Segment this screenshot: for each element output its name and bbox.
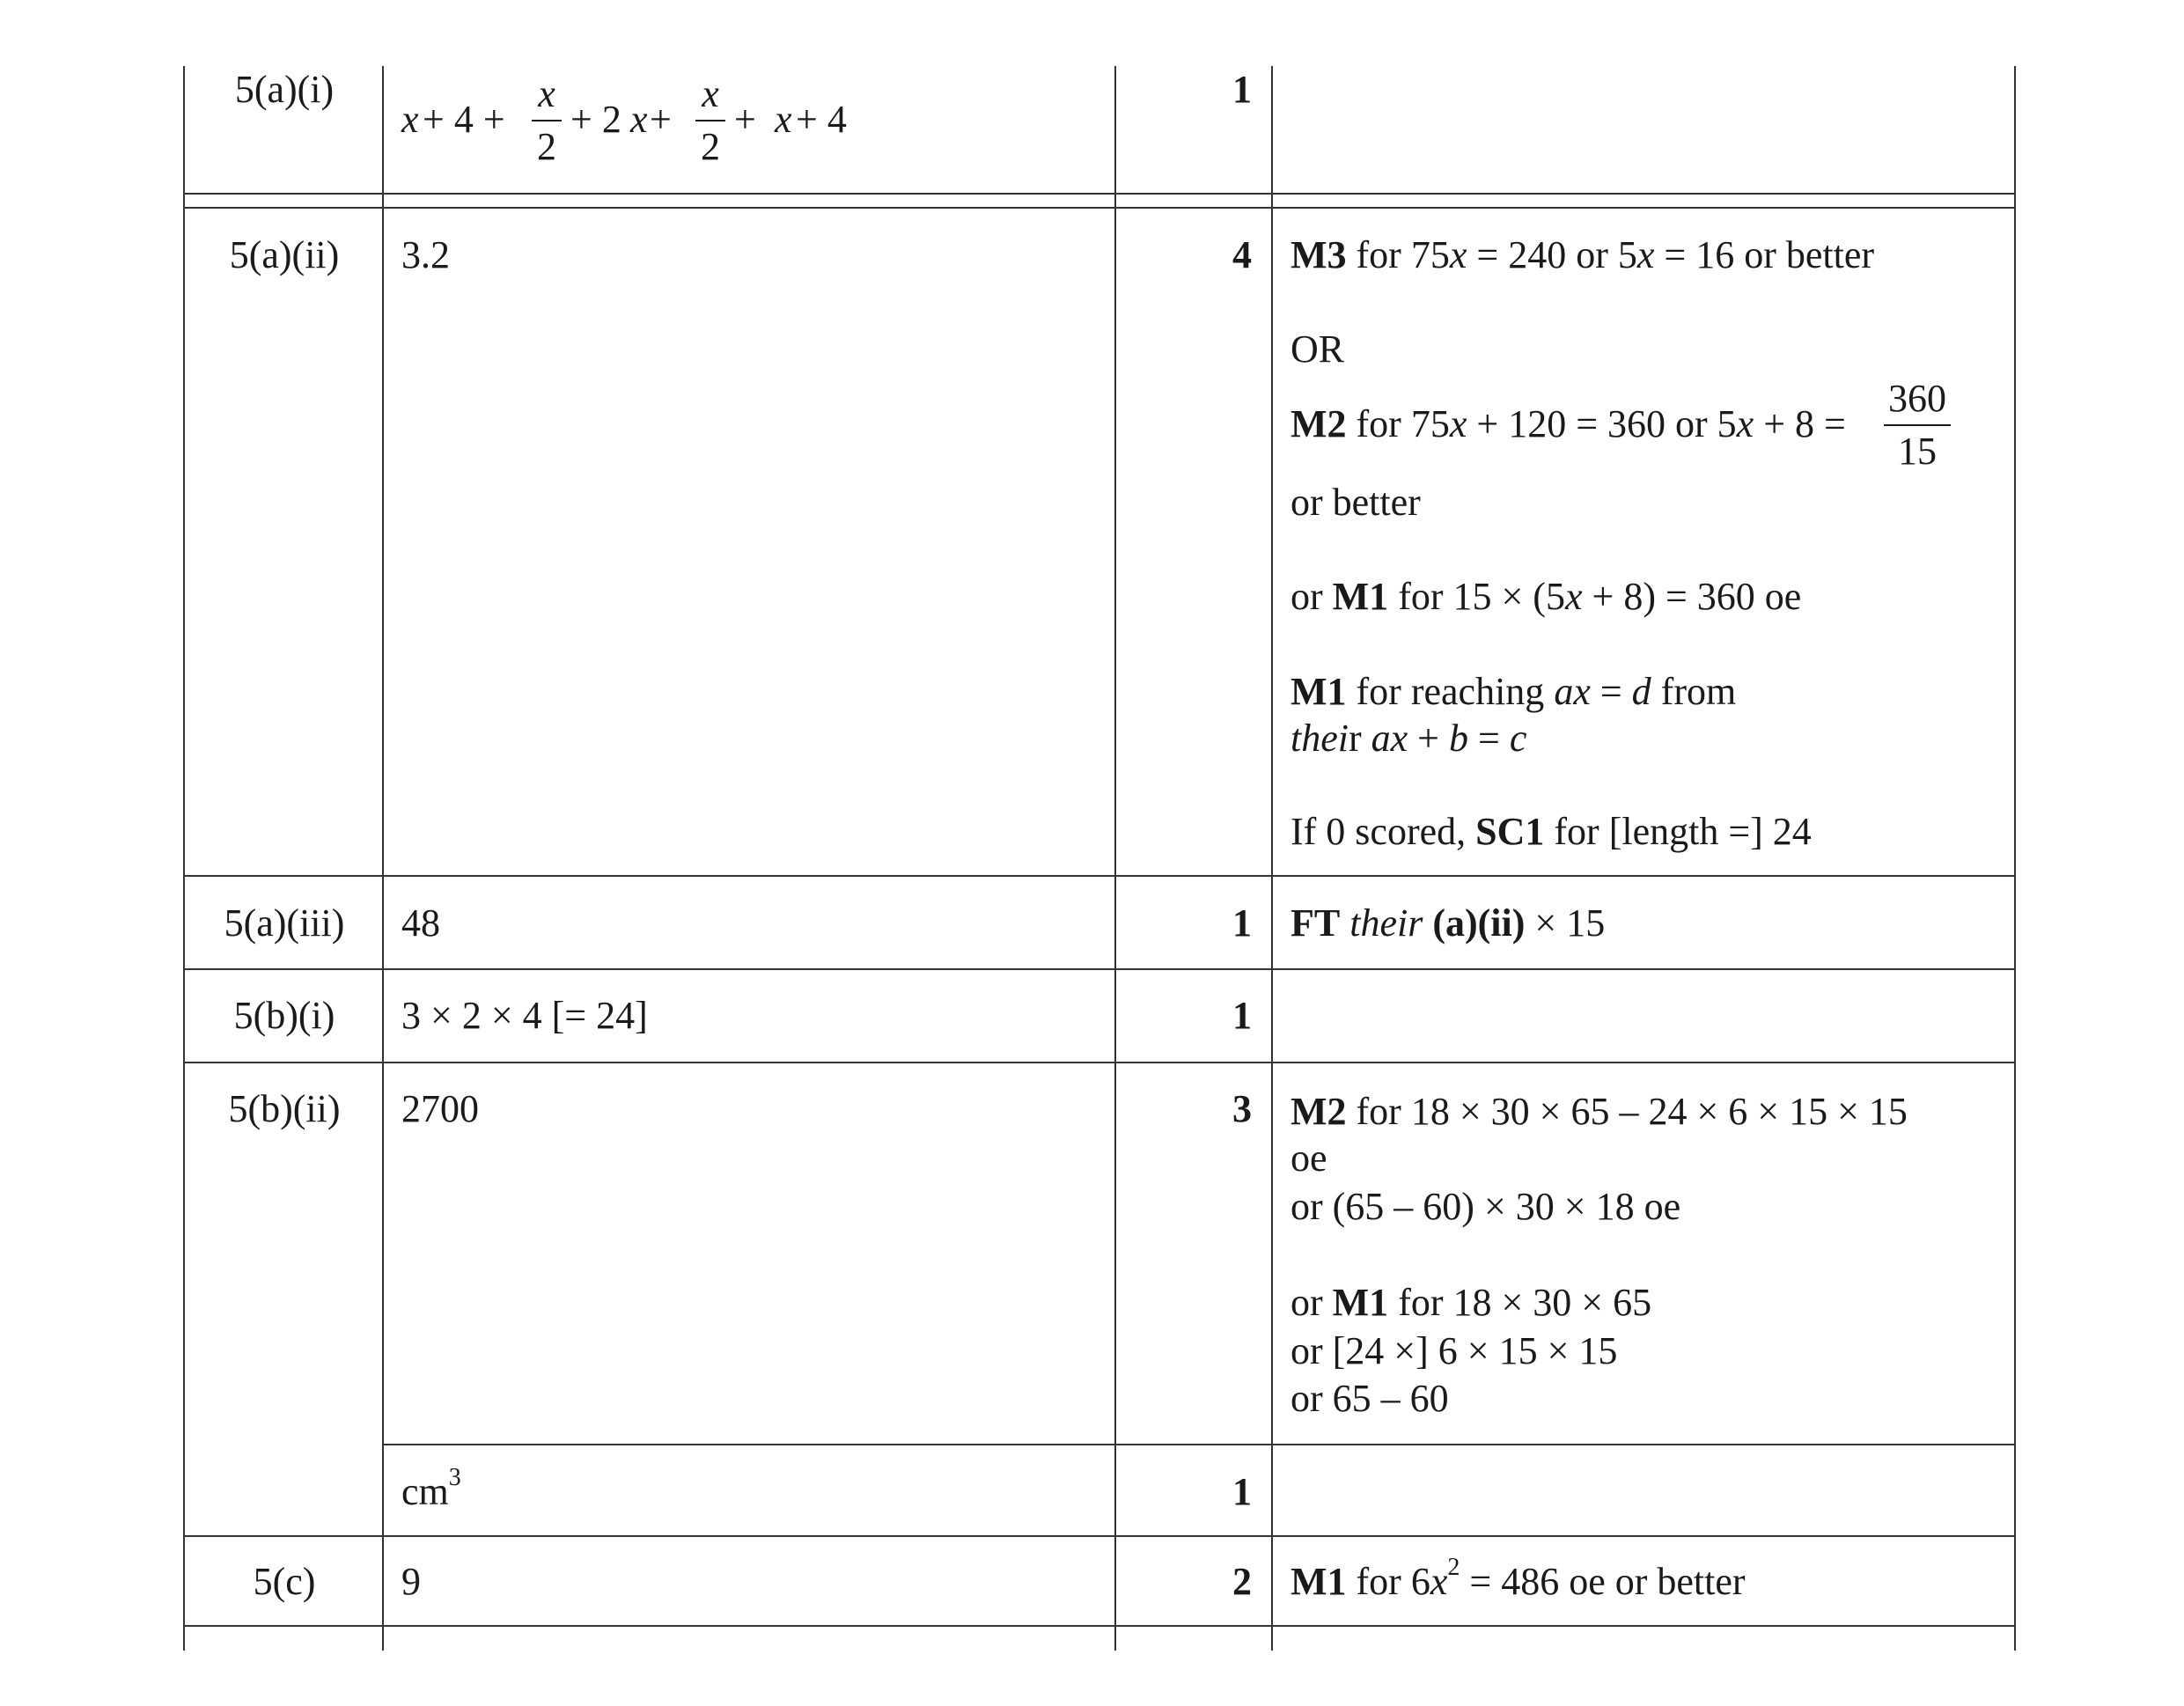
expr-term: +: [734, 98, 756, 141]
unit: $cm^3$: [401, 1464, 461, 1513]
guidance-line: If 0 scored, SC1 for [length =] 24: [1291, 810, 1812, 853]
fraction-denominator: 2: [701, 125, 720, 168]
question-number: 5(a)(i): [234, 68, 335, 111]
marks: 1: [1232, 994, 1252, 1037]
answer: 3 × 2 × 4 [= 24]: [401, 994, 648, 1037]
marks: 1: [1232, 901, 1252, 945]
guidance-line: or M1 for 15 × (5x + 8) = 360 oe: [1291, 575, 1802, 618]
column-divider: [1271, 66, 1273, 1651]
fraction-numerator: x: [702, 72, 719, 115]
row-divider: [183, 968, 2016, 970]
expr-term: x: [775, 98, 792, 141]
expr-term: + 4 +: [423, 98, 505, 141]
expr-term: x: [630, 98, 648, 141]
question-number: 5(b)(ii): [228, 1087, 341, 1130]
fraction-bar: [1884, 424, 1951, 426]
question-number: 5(b)(i): [233, 994, 335, 1037]
guidance-line: M2 for 18 × 30 × 65 – 24 × 6 × 15 × 15: [1291, 1090, 1908, 1133]
fraction: [1884, 375, 1951, 475]
guidance-line: OR: [1291, 327, 1345, 371]
guidance-line: FT their (a)(ii) × 15: [1291, 901, 1606, 945]
answer: 3.2: [401, 233, 450, 276]
guidance-line: or better: [1291, 481, 1421, 524]
fraction-denominator: 15: [1898, 430, 1937, 473]
expr-term: + 4: [796, 98, 847, 141]
row-divider: [183, 1062, 2016, 1063]
row-divider: [183, 1625, 2016, 1627]
marks: 1: [1232, 1470, 1252, 1513]
fraction: [532, 70, 562, 171]
marks: 2: [1232, 1560, 1252, 1603]
column-divider: [183, 66, 185, 1651]
column-divider: [382, 66, 384, 1651]
fraction: [695, 70, 725, 171]
marks: 4: [1232, 233, 1252, 276]
answer: 9: [401, 1560, 421, 1603]
guidance-line: or 65 – 60: [1291, 1377, 1449, 1420]
fraction-denominator: 2: [537, 125, 556, 168]
answer: 48: [401, 901, 440, 945]
row-divider: [183, 207, 2016, 209]
question-number: 5(c): [253, 1560, 316, 1603]
guidance-line: M1 for $6x^2 = 486$ oe or better: [1291, 1554, 1746, 1603]
row-divider: [382, 1444, 2016, 1445]
guidance-line: or [24 ×] 6 × 15 × 15: [1291, 1329, 1618, 1372]
row-divider: [183, 875, 2016, 877]
expr-term: + 2: [570, 98, 621, 141]
fraction-bar: [532, 120, 562, 121]
marks: 1: [1232, 68, 1252, 111]
answer: 2700: [401, 1087, 479, 1130]
guidance-line: or (65 – 60) × 30 × 18 oe: [1291, 1185, 1681, 1228]
column-divider: [2014, 66, 2016, 1651]
fraction-numerator: x: [538, 72, 555, 115]
row-divider: [183, 1535, 2016, 1537]
marks: 3: [1232, 1087, 1252, 1130]
question-number: 5(a)(iii): [224, 901, 345, 945]
fraction-bar: [695, 120, 725, 121]
expr-term: +: [650, 98, 672, 141]
guidance-line: their ax + b = c: [1291, 717, 1527, 760]
row-divider: [183, 193, 2016, 195]
expr-term: x: [401, 98, 419, 141]
fraction-numerator: 360: [1888, 377, 1946, 420]
guidance-line: M3 for 75x = 240 or 5x = 16 or better: [1291, 233, 1875, 276]
guidance-line: M2 for 75x + 120 = 360 or 5x + 8 =: [1291, 402, 1846, 445]
question-number: 5(a)(ii): [229, 233, 340, 276]
guidance-line: M1 for reaching ax = d from: [1291, 670, 1737, 713]
guidance-line: oe: [1291, 1136, 1327, 1180]
column-divider: [1114, 66, 1116, 1651]
guidance-line: or M1 for 18 × 30 × 65: [1291, 1281, 1652, 1324]
